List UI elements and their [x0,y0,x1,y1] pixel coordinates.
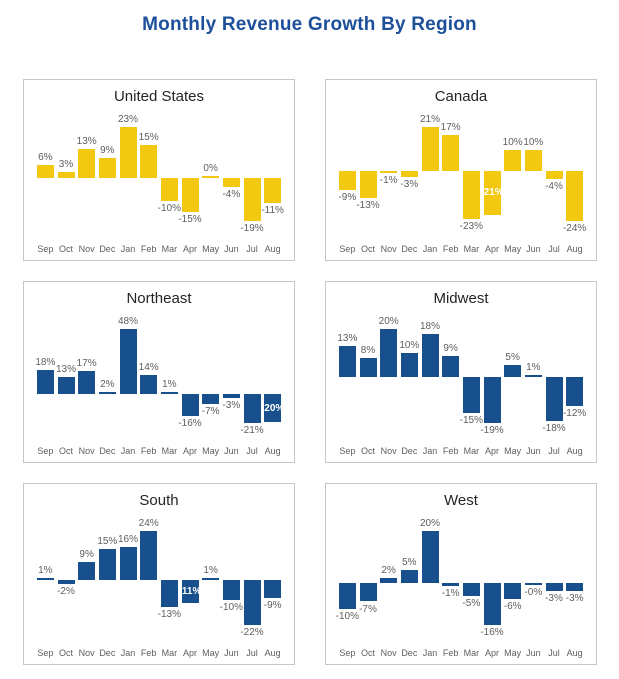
value-label: -16% [178,418,202,430]
x-axis-label-aug: Aug [264,244,281,254]
x-axis-label-jul: Jul [246,244,258,254]
x-axis-label-feb: Feb [140,446,157,456]
value-label: -2% [57,586,75,598]
value-label: -7% [201,405,220,417]
x-axis-label-mar: Mar [161,446,178,456]
value-label: 15% [138,131,159,143]
bar-jul[interactable] [546,583,563,591]
value-label: -3% [400,179,419,191]
x-axis-label-dec: Dec [401,446,418,456]
x-axis-label-oct: Oct [360,648,375,658]
chart-card-canada [325,79,597,261]
value-label: -7% [359,603,377,615]
value-label: 9% [443,342,458,354]
value-label: 1% [203,565,218,576]
value-label: 9% [79,548,94,560]
value-label: 8% [360,344,376,356]
bar-nov[interactable] [78,562,95,580]
bar-oct[interactable] [360,583,377,601]
chart-title: South [139,492,179,509]
bar-nov[interactable] [380,578,397,583]
bar-dec[interactable] [99,392,116,395]
plot-area [337,114,585,234]
bar-jun[interactable] [525,375,542,377]
bar-mar[interactable] [161,178,178,200]
bar-nov[interactable] [380,329,397,377]
value-label: -10% [335,611,360,623]
chart-title: Canada [434,88,488,105]
x-axis-label-may: May [202,244,220,254]
x-axis-label-oct: Oct [58,446,73,456]
value-label: -15% [459,415,483,427]
x-axis-label-jun: Jun [224,244,239,254]
value-label: 6% [38,152,53,164]
bar-jun[interactable] [223,580,240,600]
bar-nov[interactable] [380,171,397,173]
value-label: 23% [117,114,138,125]
value-label: -15% [178,214,202,226]
bar-jan[interactable] [422,531,439,583]
x-axis-label-may: May [504,244,522,254]
x-axis-label-jul: Jul [548,446,560,456]
value-label: 10% [523,136,544,148]
x-axis-label-jul: Jul [548,648,560,658]
x-axis-label-sep: Sep [339,446,356,456]
value-label: -12% [562,408,587,420]
bar-feb[interactable] [140,145,157,179]
value-label: -5% [462,598,481,610]
x-axis-label-jul: Jul [246,648,258,658]
value-label: 10% [502,136,523,148]
chart-card-united-states [23,79,295,261]
bar-dec[interactable] [401,353,418,377]
x-axis-label-jun: Jun [526,244,541,254]
bar-oct[interactable] [58,172,75,179]
value-label: -4% [545,181,563,193]
value-label: -10% [157,202,181,214]
bar-oct[interactable] [58,377,75,395]
value-label: 5% [402,557,417,569]
charts-grid [23,79,597,665]
x-axis-label-nov: Nov [380,446,397,456]
bar-may[interactable] [504,150,521,171]
value-label: 48% [117,316,138,327]
x-axis-label-sep: Sep [339,244,356,254]
x-axis-label-aug: Aug [566,244,583,254]
value-label: 1% [38,565,53,576]
x-axis-label-dec: Dec [401,244,418,254]
x-axis-label-apr: Apr [484,648,499,658]
x-axis-label-jul: Jul [548,244,560,254]
value-label: 13% [55,363,76,375]
value-label: 10% [399,340,420,352]
value-label: -20% [260,402,285,414]
value-label: 2% [381,565,396,576]
chart-card-northeast [23,281,295,463]
x-axis-label-aug: Aug [264,648,281,658]
bar-jan[interactable] [422,127,439,171]
x-axis-label-jun: Jun [526,648,541,658]
x-axis-label-sep: Sep [37,244,54,254]
value-label: 20% [378,316,399,327]
value-label: -4% [222,189,241,201]
value-label: -16% [480,627,504,638]
x-axis-label-mar: Mar [463,244,480,254]
x-axis-label-aug: Aug [566,648,583,658]
x-axis-label-jan: Jan [422,446,438,456]
chart-card-midwest [325,281,597,463]
bar-dec[interactable] [99,158,116,178]
chart-title: West [444,492,478,509]
value-label: 17% [440,122,461,134]
x-axis-label-jan: Jan [422,244,438,254]
bar-feb[interactable] [442,135,459,171]
value-label: 5% [505,352,520,364]
value-label: -24% [562,223,587,234]
bar-apr[interactable] [484,377,501,423]
value-label: 13% [76,136,97,148]
bar-jun[interactable] [525,583,542,585]
x-axis-label-nov: Nov [380,648,397,658]
value-label: -23% [459,220,483,232]
bar-jun[interactable] [525,150,542,171]
bar-feb[interactable] [442,583,459,586]
x-axis-label-sep: Sep [37,648,54,658]
x-axis-label-apr: Apr [182,244,197,254]
value-label: -11% [178,585,202,597]
x-axis-label-jan: Jan [120,446,136,456]
bar-dec[interactable] [99,549,116,580]
value-label: -3% [565,593,584,605]
value-label: -19% [480,425,504,436]
value-label: -21% [480,187,504,199]
x-axis-label-feb: Feb [442,244,459,254]
bar-aug[interactable] [264,580,281,598]
value-label: 14% [138,362,159,374]
x-axis-label-apr: Apr [182,648,197,658]
x-axis-label-may: May [504,446,522,456]
value-label: -13% [356,200,380,212]
x-axis-label-nov: Nov [380,244,397,254]
value-label: -9% [263,600,282,612]
x-axis-label-sep: Sep [37,446,54,456]
value-label: 9% [100,145,115,157]
bar-aug[interactable] [264,178,281,203]
bar-jun[interactable] [223,394,240,398]
x-axis-label-nov: Nov [78,446,95,456]
x-axis-label-dec: Dec [99,446,116,456]
plot-area [337,518,585,638]
bar-aug[interactable] [566,171,583,221]
x-axis-label-nov: Nov [78,648,95,658]
x-axis-label-jun: Jun [224,446,239,456]
x-axis-label-apr: Apr [182,446,197,456]
bar-may[interactable] [202,578,219,580]
x-axis-label-dec: Dec [99,244,116,254]
bar-jun[interactable] [223,178,240,187]
bar-sep[interactable] [339,171,356,190]
bar-may[interactable] [202,176,219,178]
x-axis-label-feb: Feb [140,648,157,658]
value-label: -3% [222,400,241,412]
value-label: -21% [240,425,264,436]
value-label: 21% [419,114,440,125]
chart-card-south [23,483,295,665]
x-axis-label-oct: Oct [58,244,73,254]
value-label: 2% [100,378,115,390]
x-axis-label-may: May [202,446,220,456]
bar-jan[interactable] [422,334,439,377]
value-label: -11% [261,205,284,217]
chart-title: Northeast [126,290,192,307]
x-axis-label-aug: Aug [264,446,281,456]
x-axis-label-oct: Oct [360,446,375,456]
value-label: 18% [35,356,56,368]
bar-oct[interactable] [58,580,75,584]
x-axis-label-feb: Feb [442,648,459,658]
x-axis-label-jan: Jan [422,648,438,658]
value-label: -1% [379,174,398,186]
x-axis-label-feb: Feb [140,244,157,254]
bar-aug[interactable] [566,377,583,406]
x-axis-label-mar: Mar [161,648,178,658]
bar-oct[interactable] [360,358,377,377]
value-label: 20% [419,518,440,529]
value-label: -0% [524,587,543,599]
bar-mar[interactable] [463,583,480,596]
x-axis-label-jan: Jan [120,648,136,658]
bar-feb[interactable] [140,531,157,580]
plot-area [337,316,585,436]
bar-dec[interactable] [401,570,418,583]
x-axis-label-aug: Aug [566,446,583,456]
bar-apr[interactable] [182,178,199,212]
value-label: 18% [419,320,440,332]
bar-jan[interactable] [120,547,137,580]
x-axis-label-oct: Oct [360,244,375,254]
value-label: -22% [240,627,264,638]
value-label: -1% [441,587,460,599]
x-axis-label-mar: Mar [463,446,480,456]
x-axis-label-dec: Dec [401,648,418,658]
x-axis-label-jan: Jan [120,244,136,254]
x-axis-label-mar: Mar [161,244,178,254]
bar-jul[interactable] [546,171,563,179]
x-axis-label-may: May [504,648,522,658]
x-axis-label-sep: Sep [339,648,356,658]
value-label: 17% [76,358,97,370]
value-label: 15% [97,536,118,548]
x-axis-label-jun: Jun [224,648,239,658]
chart-card-west [325,483,597,665]
plot-area [35,114,283,234]
value-label: -19% [240,223,264,234]
value-label: 1% [526,361,541,373]
x-axis-label-mar: Mar [463,648,480,658]
value-label: 16% [117,534,138,546]
x-axis-label-dec: Dec [99,648,116,658]
x-axis-label-feb: Feb [442,446,459,456]
plot-area [35,316,283,436]
bar-mar[interactable] [463,377,480,413]
x-axis-label-apr: Apr [484,244,499,254]
value-label: 0% [203,163,218,175]
value-label: -10% [219,602,243,614]
value-label: 3% [58,158,74,170]
value-label: -18% [542,422,566,434]
x-axis-label-jul: Jul [246,446,258,456]
x-axis-label-may: May [202,648,220,658]
plot-area [35,518,283,638]
chart-title: Midwest [433,290,489,307]
bar-sep[interactable] [37,578,54,580]
chart-title: United States [113,88,205,105]
value-label: -3% [545,593,563,605]
bar-dec[interactable] [401,171,418,177]
page-title: Monthly Revenue Growth By Region [142,14,477,35]
x-axis-label-oct: Oct [58,648,73,658]
value-label: -13% [157,608,181,620]
value-label: 13% [337,332,358,344]
value-label: 1% [162,379,177,391]
bar-aug[interactable] [566,583,583,591]
x-axis-label-jun: Jun [526,446,541,456]
bar-feb[interactable] [442,356,459,378]
x-axis-label-nov: Nov [78,244,95,254]
value-label: 24% [138,518,159,529]
bar-mar[interactable] [161,392,178,394]
x-axis-label-apr: Apr [484,446,499,456]
value-label: -6% [503,600,522,612]
value-label: -9% [338,191,357,203]
